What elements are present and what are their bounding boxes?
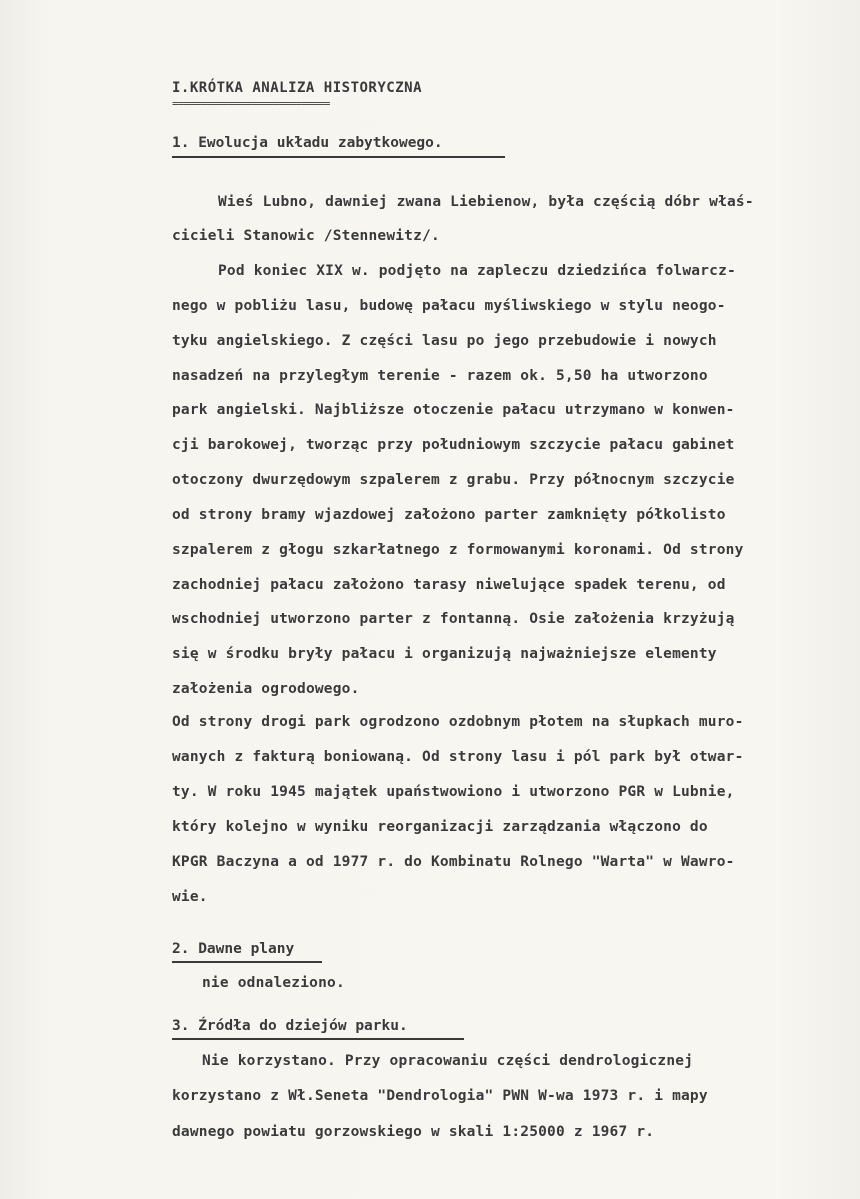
text-line: dawnego powiatu gorzowskiego w skali 1:25000 z 1967 r.	[172, 1124, 655, 1140]
text-line: wanych z fakturą boniowaną. Od strony lasu i pól park był otwar-	[172, 749, 744, 765]
text-line: Pod koniec XIX w. podjęto na zapleczu dziedzińca folwarcz-	[218, 263, 736, 279]
text-line: tyku angielskiego. Z części lasu po jego przebudowie i nowych	[172, 333, 717, 349]
text-line: ty. W roku 1945 majątek upaństwowiono i utworzono PGR w Lubnie,	[172, 784, 735, 800]
text-line: Od strony drogi park ogrodzono ozdobnym płotem na słupkach muro-	[172, 714, 744, 730]
section2-title: 2. Dawne plany	[172, 941, 295, 957]
text-line: cicieli Stanowic /Stennewitz/.	[172, 228, 440, 244]
text-line: otoczony dwurzędowym szpalerem z grabu. Przy północnym szczycie	[172, 472, 735, 488]
text-line: wschodniej utworzono parter z fontanną. Osie założenia krzyżują	[172, 611, 735, 627]
document-heading: I.KRÓTKA ANALIZA HISTORYCZNA	[172, 80, 423, 96]
text-line: zachodniej pałacu założono tarasy niwelujące spadek terenu, od	[172, 577, 726, 593]
text-line: Wieś Lubno, dawniej zwana Liebienow, była częścią dóbr właś-	[218, 194, 754, 210]
text-line: szpalerem z głogu szkarłatnego z formowanymi koronami. Od strony	[172, 542, 744, 558]
section3-title: 3. Źródła do dziejów parku.	[172, 1018, 408, 1034]
section1-underline	[172, 156, 505, 158]
text-line: nego w pobliżu lasu, budowę pałacu myśliwskiego w stylu neogo-	[172, 298, 726, 314]
text-line: Nie korzystano. Przy opracowaniu części dendrologicznej	[202, 1053, 694, 1069]
section2-underline	[172, 961, 322, 963]
section3-underline	[172, 1038, 464, 1040]
text-line: wie.	[172, 889, 208, 905]
text-line: nasadzeń na przyległym terenie - razem ok. 5,50 ha utworzono	[172, 368, 708, 384]
text-line: cji barokowej, tworząc przy południowym szczycie pałacu gabinet	[172, 437, 735, 453]
text-line: park angielski. Najbliższe otoczenie pałacu utrzymano w konwen-	[172, 402, 735, 418]
section1-title: 1. Ewolucja układu zabytkowego.	[172, 135, 443, 151]
text-line: KPGR Baczyna a od 1977 r. do Kombinatu Rolnego "Warta" w Wawro-	[172, 854, 735, 870]
heading-double-rule: ============================	[172, 97, 330, 110]
text-line: od strony bramy wjazdowej założono parter zamknięty półkolisto	[172, 507, 726, 523]
text-line: korzystano z Wł.Seneta "Dendrologia" PWN W-wa 1973 r. i mapy	[172, 1088, 708, 1104]
text-line: nie odnaleziono.	[202, 975, 345, 991]
text-line: się w środku bryły pałacu i organizują najważniejsze elementy	[172, 646, 717, 662]
text-line: który kolejno w wyniku reorganizacji zarządzania włączono do	[172, 819, 708, 835]
text-line: założenia ogrodowego.	[172, 681, 360, 697]
